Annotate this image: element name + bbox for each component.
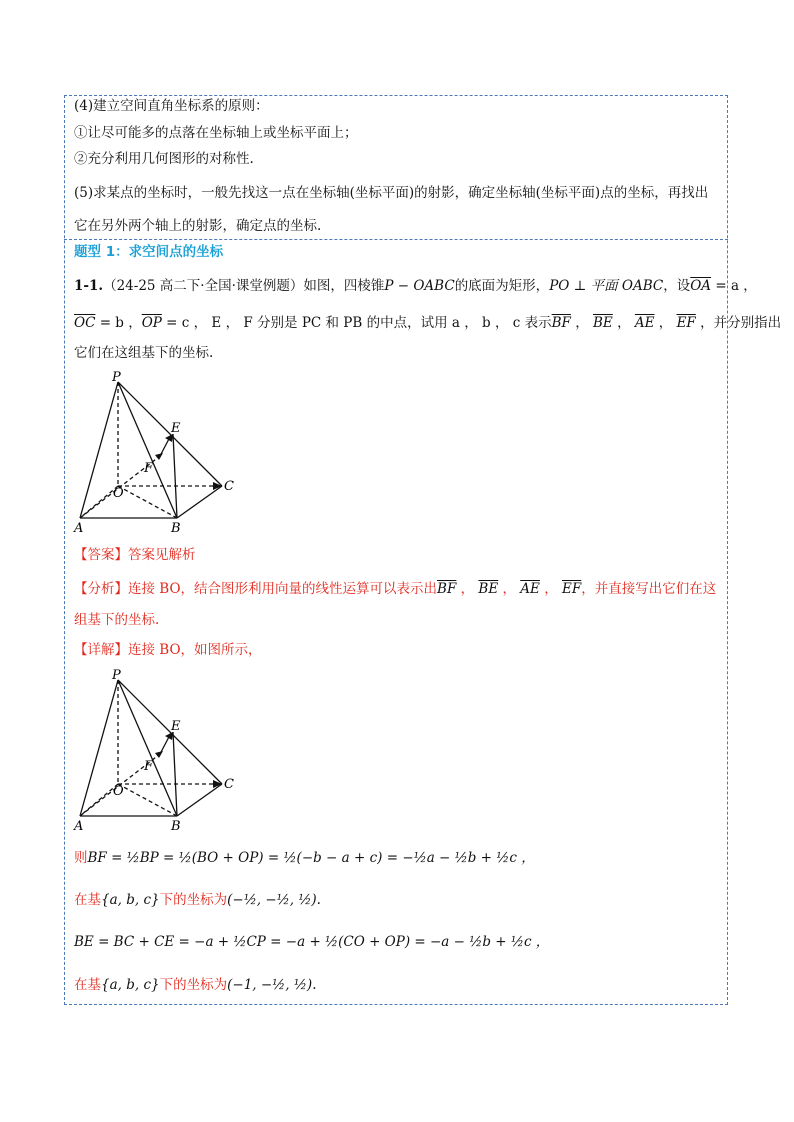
principle-item-2: ②充分利用几何图形的对称性. (74, 151, 254, 167)
label-o: O (113, 486, 124, 501)
basis-1: {a, b, c} (101, 892, 160, 908)
problem-number: 1-1. (74, 278, 104, 294)
a-sep-3: ， (539, 581, 562, 597)
principle-5-line-1: (5)求某点的坐标时，一般先找这一点在坐标轴(坐标平面)的射影，确定坐标轴(坐标平面)点的坐标，再找出 (74, 185, 709, 201)
pyramid-figure-1 (70, 370, 240, 535)
problem-source: （24-25 高二下·全国·课堂例题） (103, 278, 304, 294)
eq-c: = c ， E ， F 分别是 PC 和 PB 的中点，试用 a ， b ， c 表示 (161, 315, 552, 331)
coord-value-2: (−1, −½, ½). (227, 977, 317, 993)
edge-be-2 (173, 732, 177, 816)
detail-text: 连接 BO，如图所示， (128, 642, 262, 658)
sep-1: ， (570, 315, 593, 331)
principle-item-1: ①让尽可能多的点落在坐标轴上或坐标平面上； (74, 125, 358, 141)
problem-text-c: ，设 (663, 278, 691, 294)
a-sep-1: ， (456, 581, 479, 597)
label-o-2: O (113, 784, 124, 799)
label-f: F (144, 461, 154, 476)
label-c: C (224, 479, 234, 494)
eq-b: = b ， (95, 315, 142, 331)
edge-pc-2 (118, 680, 222, 784)
analysis-vector-bf: $\overline{BF}$ (437, 581, 457, 597)
equation-be: BE = BC + CE = −a + ½CP = −a + ½(CO + OP) = −a − ½b + ½c ， (74, 934, 550, 950)
coord-prefix-1: 在基 (74, 892, 101, 908)
label-e-2: E (171, 719, 181, 734)
vector-bf: $\overline{BF}$ (551, 315, 571, 331)
principle-title: (4)建立空间直角坐标系的原则： (74, 98, 269, 114)
coord-mid-2: 下的坐标为 (159, 977, 228, 993)
equation-bf: BF = ½BP = ½(BO + OP) = ½(−b − a + c) = −½a − ½b + ½c ， (87, 850, 535, 866)
edge-ob-2 (118, 784, 177, 816)
vector-oa: $\overline{OA}$ (690, 278, 712, 294)
label-b: B (171, 521, 181, 535)
label-p: P (112, 370, 121, 385)
vector-ef: $\overline{EF}$ (676, 315, 696, 331)
perp-condition: PO ⊥ 平面 OABC (549, 278, 664, 294)
coord-mid-1: 下的坐标为 (159, 892, 228, 908)
problem-line-2 (74, 313, 781, 333)
label-b-2: B (171, 819, 181, 833)
problem-tail: ，并分别指出 (695, 315, 782, 331)
solution-coord-1 (74, 890, 321, 910)
edge-pb (118, 382, 177, 518)
section-title: 题型 1：求空间点的坐标 (74, 244, 224, 260)
detail-tag: 【详解】 (74, 642, 128, 658)
basis-2: {a, b, c} (101, 977, 160, 993)
analysis-text-2: ，并直接写出它们在这 (581, 581, 717, 597)
coord-prefix-2: 在基 (74, 977, 101, 993)
label-f-2: F (144, 759, 154, 774)
edge-bc-2 (177, 784, 222, 816)
answer-tag: 【答案】 (74, 547, 128, 563)
analysis-line-1 (74, 579, 716, 599)
solution-eq-1 (74, 848, 535, 868)
solution-coord-2 (74, 975, 316, 995)
vector-oc: $\overline{OC}$ (74, 315, 96, 331)
edge-ob (118, 486, 177, 518)
solution-eq-2 (74, 932, 549, 952)
analysis-vector-be: $\overline{BE}$ (478, 581, 499, 597)
edge-be (173, 434, 177, 518)
label-e: E (171, 421, 181, 436)
pyramid-name: P − OABC (384, 278, 455, 294)
sep-3: ， (654, 315, 677, 331)
vector-op: $\overline{OP}$ (141, 315, 162, 331)
label-a-2: A (74, 819, 84, 833)
analysis-text-1: 连接 BO，结合图形利用向量的线性运算可以表示出 (128, 581, 438, 597)
coord-value-1: (−½, −½, ½). (227, 892, 321, 908)
sep-2: ， (612, 315, 635, 331)
detail-line (74, 640, 262, 660)
problem-line-3: 它们在这组基下的坐标. (74, 345, 214, 361)
edge-pb-2 (118, 680, 177, 816)
analysis-vector-ae: $\overline{AE}$ (520, 581, 540, 597)
vector-ae: $\overline{AE}$ (634, 315, 655, 331)
label-a: A (74, 521, 84, 535)
problem-text-a: 如图，四棱锥 (303, 278, 385, 294)
arrow-f (155, 453, 163, 460)
analysis-line-2: 组基下的坐标. (74, 612, 160, 628)
a-sep-2: ， (498, 581, 521, 597)
section-divider (64, 239, 728, 240)
answer-text: 答案见解析 (128, 547, 196, 563)
problem-text-b: 的底面为矩形， (454, 278, 550, 294)
principle-5-line-2: 它在另外两个轴上的射影，确定点的坐标. (74, 218, 322, 234)
edge-bc (177, 486, 222, 518)
pyramid-figure-2 (70, 668, 240, 833)
answer-line (74, 545, 196, 565)
edge-pc (118, 382, 222, 486)
analysis-vector-ef: $\overline{EF}$ (562, 581, 582, 597)
then-word: 则 (74, 850, 88, 866)
eq-a: = a ， (711, 278, 757, 294)
problem-line-1 (74, 276, 757, 296)
vector-be: $\overline{BE}$ (593, 315, 613, 331)
label-p-2: P (112, 668, 121, 683)
label-c-2: C (224, 777, 234, 792)
analysis-tag: 【分析】 (74, 581, 128, 597)
arrow-f-2 (155, 751, 163, 758)
